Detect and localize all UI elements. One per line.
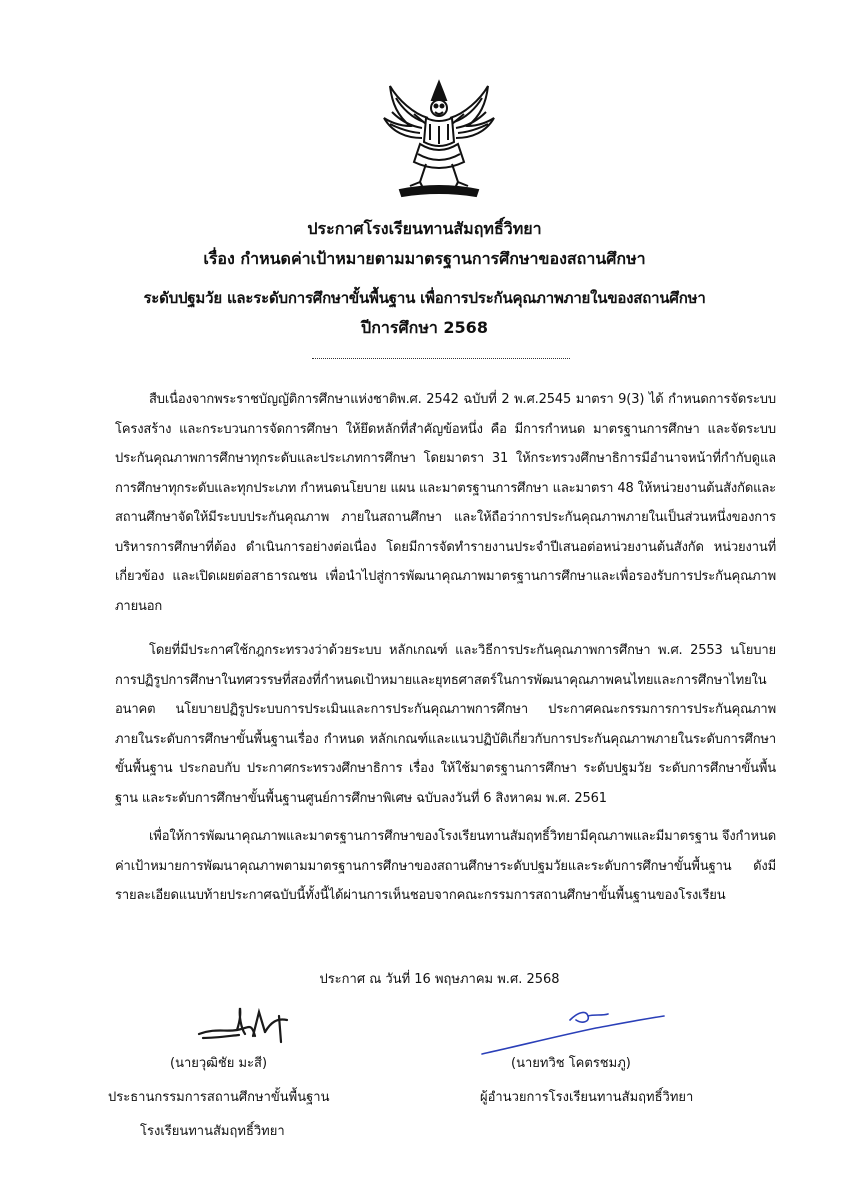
signer-2-name: (นายทวิช โคตรชมภู) bbox=[511, 1056, 631, 1071]
body-paragraph-2: โดยที่มีประกาศใช้กฎกระทรวงว่าด้วยระบบ หลักเกณฑ์ และวิธีการประกันคุณภาพการศึกษา พ.ศ. 2553 นโยบายการปฏิรูปการศึกษาในทศวรรษที่สองที่กำหนดเป้าหมายและยุทธศาสตร์ในการพัฒนาคุณภาพคนไทยและการศึกษาไทยในอนาคต นโยบายปฏิรูประบบการประเมินและการประกันคุณภาพการศึกษา ประกาศคณะกรรมการการประกันคุณภาพภายในระดับการศึกษาขั้นพื้นฐานเรื่อง กำหนด หลักเกณฑ์และแนวปฏิบัติเกี่ยวกับการประกันคุณภาพภายในระดับการศึกษาขั้นพื้นฐาน ประกอบกับ ประกาศกระทรวงศึกษาธิการ เรื่อง ให้ใช้มาตรฐานการศึกษา ระดับปฐมวัย ระดับการศึกษาขั้นพื้นฐาน และระดับการศึกษาขั้นพื้นฐานศูนย์การศึกษาพิเศษ ฉบับลงวันที่ 6 สิงหาคม พ.ศ. 2561 bbox=[115, 643, 776, 806]
signature-2-mark bbox=[478, 1002, 678, 1058]
signer-1-name: (นายวุฒิชัย มะสี) bbox=[170, 1056, 268, 1071]
signer-2-position: ผู้อำนวยการโรงเรียนทานสัมฤทธิ์วิทยา bbox=[480, 1090, 694, 1105]
dotted-separator bbox=[312, 354, 570, 359]
signer-1-position: ประธานกรรมการสถานศึกษาขั้นพื้นฐาน bbox=[108, 1090, 330, 1105]
signature-1-mark bbox=[195, 1002, 305, 1050]
announcement-date: ประกาศ ณ วันที่ 16 พฤษภาคม พ.ศ. 2568 bbox=[319, 972, 560, 987]
body-paragraph-3: เพื่อให้การพัฒนาคุณภาพและมาตรฐานการศึกษาของโรงเรียนทานสัมฤทธิ์วิทยามีคุณภาพและมีมาตรฐาน จึงกำหนดค่าเป้าหมายการพัฒนาคุณภาพตามมาตรฐานการศึกษาของสถานศึกษาระดับปฐมวัยและระดับการศึกษาขั้นพื้นฐาน ดังมีรายละเอียดแนบท้ายประกาศฉบับนี้ทั้งนี้ได้ผ่านการเห็นชอบจากคณะกรรมการสถานศึกษาขั้นพื้นฐานของโรงเรียน bbox=[115, 829, 776, 903]
title-line-1: ประกาศโรงเรียนทานสัมฤทธิ์วิทยา bbox=[307, 219, 542, 238]
title-line-4: ปีการศึกษา 2568 bbox=[361, 318, 488, 337]
garuda-emblem-icon bbox=[380, 78, 498, 202]
body-paragraph-1: สืบเนื่องจากพระราชบัญญัติการศึกษาแห่งชาติพ.ศ. 2542 ฉบับที่ 2 พ.ศ.2545 มาตรา 9(3) ได้ กำหนดการจัดระบบ โครงสร้าง และกระบวนการจัดการศึกษา ให้ยึดหลักที่สำคัญข้อหนึ่ง คือ มีการกำหนด มาตรฐานการศึกษา และจัดระบบประกันคุณภาพการศึกษาทุกระดับและประเภทการศึกษา โดยมาตรา 31 ให้กระทรวงศึกษาธิการมีอำนาจหน้าที่กำกับดูแลการศึกษาทุกระดับและทุกประเภท กำหนดนโยบาย แผน และมาตรฐานการศึกษา และมาตรา 48 ให้หน่วยงานต้นสังกัดและสถานศึกษาจัดให้มีระบบประกันคุณภาพ ภายในสถานศึกษา และให้ถือว่าการประกันคุณภาพภายในเป็นส่วนหนึ่งของการบริหารการศึกษาที่ต้อง ดำเนินการอย่างต่อเนื่อง โดยมีการจัดทำรายงานประจำปีเสนอต่อหน่วยงานต้นสังกัด หน่วยงานที่เกี่ยวข้อง และเปิดเผยต่อสาธารณชน เพื่อนำไปสู่การพัฒนาคุณภาพมาตรฐานการศึกษาและเพื่อรองรับการประกันคุณภาพภายนอก bbox=[115, 392, 776, 614]
title-line-3: ระดับปฐมวัย และระดับการศึกษาขั้นพื้นฐาน เพื่อการประกันคุณภาพภายในของสถานศึกษา bbox=[143, 289, 706, 307]
title-line-2: เรื่อง กำหนดค่าเป้าหมายตามมาตรฐานการศึกษาของสถานศึกษา bbox=[203, 249, 646, 268]
signer-1-organization: โรงเรียนทานสัมฤทธิ์วิทยา bbox=[140, 1124, 285, 1139]
